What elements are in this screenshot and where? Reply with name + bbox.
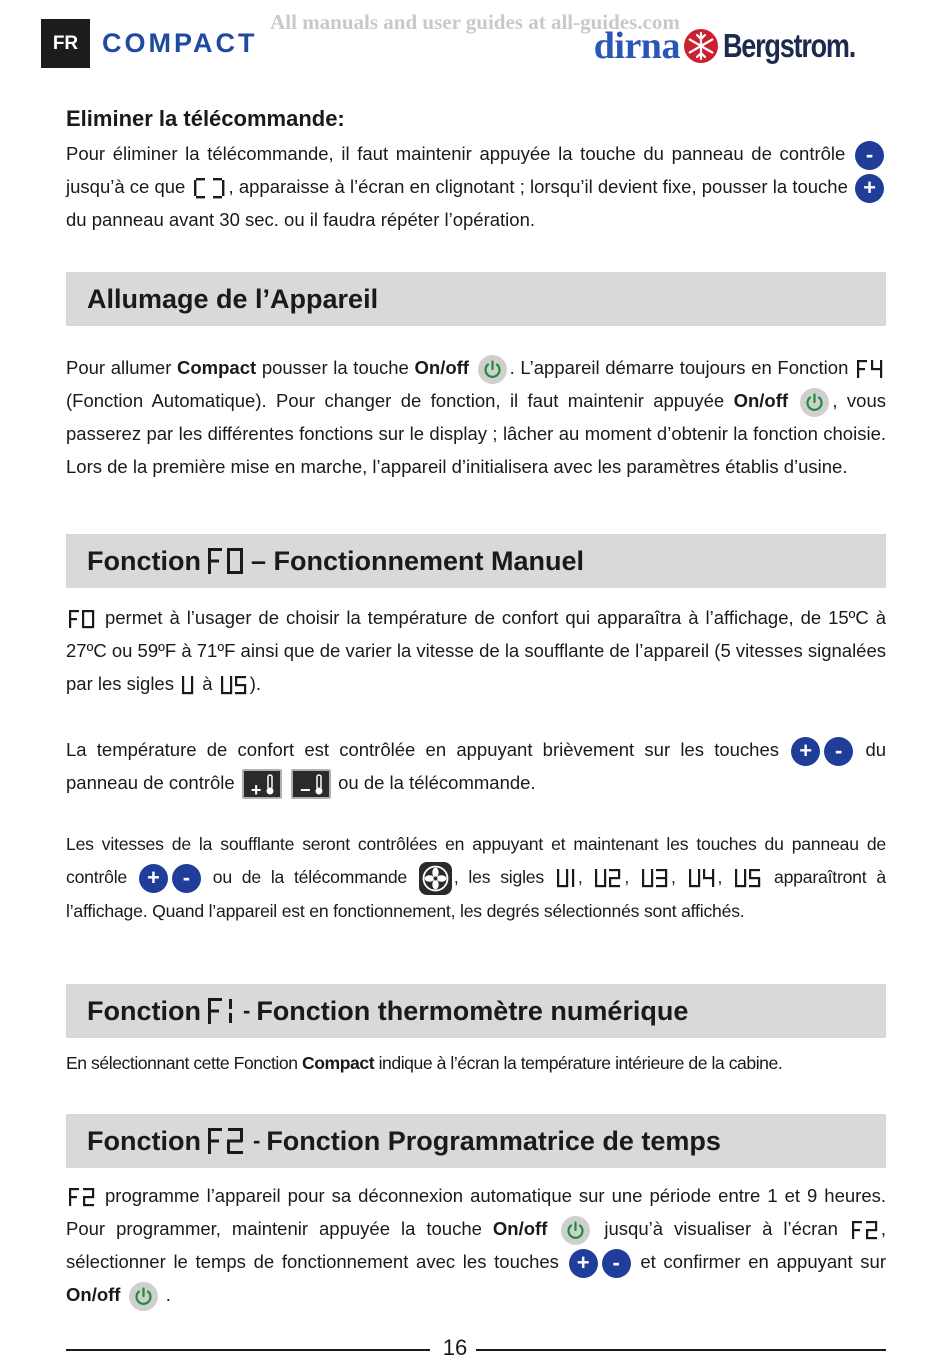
minus-button-icon: - bbox=[824, 737, 853, 766]
minus-button-icon: - bbox=[855, 141, 884, 170]
product-ref: Compact bbox=[302, 1053, 375, 1073]
plus-button-icon: + bbox=[139, 864, 168, 893]
text-run: touche bbox=[792, 176, 848, 197]
power-section-body bbox=[66, 351, 886, 483]
watermark: All manuals and user guides at all-guides.com bbox=[270, 10, 680, 34]
text-run: jusqu’à visualiser à l’écran bbox=[604, 1218, 838, 1239]
text-run: , vous passerez par les différentes fonctions sur le display ; lâcher au moment d’obtenir la fonction choisie. Lors de la première mise en marche, l’appareil d’initialisera avec les paramètres établis d’usine. bbox=[66, 390, 887, 477]
f1-paragraph bbox=[66, 1047, 886, 1080]
text-run: (Fonction Automatique). Pour changer de fonction, il faut maintenir appuyée bbox=[66, 390, 725, 411]
brand-dirna: dirna bbox=[593, 25, 680, 67]
onoff-ref: On/off bbox=[66, 1284, 121, 1305]
f1-section-body bbox=[66, 1047, 886, 1080]
segment-f2-icon bbox=[207, 1127, 245, 1155]
text-run: Pour allumer bbox=[66, 357, 172, 378]
segment-u3-icon bbox=[641, 868, 669, 888]
product-ref: Compact bbox=[177, 357, 257, 378]
heading-text: Allumage de l’Appareil bbox=[87, 283, 379, 314]
f0-paragraph-2 bbox=[66, 733, 886, 799]
heading-text: Fonction bbox=[87, 995, 201, 1026]
text-run: Pour éliminer la télécommande, il faut maintenir appuyée la touche du panneau de contrôle bbox=[66, 143, 846, 164]
f0-section-title bbox=[66, 534, 886, 588]
remote-section-title: Eliminer la télécommande: bbox=[66, 106, 345, 131]
segment-f0-icon bbox=[207, 547, 245, 575]
segment-f2-icon bbox=[68, 1187, 96, 1207]
remote-section-body bbox=[66, 137, 886, 236]
footer-rule-right bbox=[476, 1349, 886, 1351]
fan-icon bbox=[419, 862, 452, 895]
text-run: du panneau avant 30 sec. ou il faudra répéter l’opération. bbox=[66, 209, 535, 230]
text-run: ou de la télécommande. bbox=[338, 772, 536, 793]
text-run: Les vitesses de la soufflante seront contrôlées en appuyant et maintenant les touches du panneau de contrôle bbox=[66, 834, 886, 888]
product-name: COMPACT bbox=[102, 28, 258, 58]
text-run: programme l’appareil pour sa déconnexion automatique sur une période entre 1 et 9 heures. Pour programmer, maintenir appuyée la touche bbox=[66, 1185, 887, 1239]
page-number: 16 bbox=[442, 1335, 468, 1360]
text-run: ou de la télécommande bbox=[212, 867, 407, 888]
brand-logo bbox=[594, 24, 884, 68]
plus-button-icon: + bbox=[791, 737, 820, 766]
minus-button-icon: - bbox=[172, 864, 201, 893]
text-run: à bbox=[202, 673, 213, 694]
segment-u-icon bbox=[181, 675, 195, 695]
f0-paragraph-1 bbox=[66, 601, 886, 700]
power-icon bbox=[478, 355, 507, 384]
text-run: , sélectionner le temps de fonctionnement avec les touches bbox=[66, 1218, 887, 1272]
snowflake-icon bbox=[683, 28, 719, 64]
segment-u5-icon bbox=[220, 675, 248, 695]
minus-button-icon: - bbox=[602, 1249, 631, 1278]
f1-section-title bbox=[66, 984, 886, 1038]
panel-plus-key-icon: + bbox=[242, 769, 282, 799]
text-run: apparaîtront à l’affichage. Quand l’appareil est en fonctionnement, les degrés sélectionnés sont affichés. bbox=[66, 867, 886, 921]
text-run: La température de confort est contrôlée en appuyant brièvement sur les touches bbox=[66, 739, 779, 760]
footer-rule-left bbox=[66, 1349, 430, 1351]
segment-u5-icon bbox=[734, 868, 762, 888]
f0-section-body bbox=[66, 601, 886, 928]
plus-button-icon: + bbox=[569, 1249, 598, 1278]
heading-dash: - bbox=[252, 1128, 261, 1153]
segment-u4-icon bbox=[688, 868, 716, 888]
text-run: ). bbox=[249, 673, 261, 694]
power-icon bbox=[800, 388, 829, 417]
text-run: jusqu’à ce que bbox=[66, 176, 186, 197]
plus-button-icon: + bbox=[855, 174, 884, 203]
segment-f4-icon bbox=[856, 359, 884, 379]
text-run: . bbox=[165, 1284, 171, 1305]
text-run: , les sigles bbox=[453, 867, 544, 888]
power-icon bbox=[561, 1216, 590, 1245]
heading-text: Fonction Programmatrice de temps bbox=[266, 1125, 721, 1156]
segment-pairing-icon bbox=[193, 177, 227, 199]
heading-text: Fonction bbox=[87, 1125, 201, 1156]
text-run: . L’appareil démarre toujours en Fonction bbox=[509, 357, 849, 378]
text-run: , apparaisse à l’écran en clignotant ; lorsqu’il devient fixe, pousser la bbox=[228, 176, 788, 197]
text-run: permet à l’usager de choisir la température de confort qui apparaîtra à l’affichage, de 15ºC à 27ºC ou 59ºF à 71ºF ainsi que de varier la vitesse de la soufflante de l’appareil (5 vitesses signalées par les sigles bbox=[66, 607, 887, 694]
onoff-ref: On/off bbox=[414, 357, 469, 378]
segment-f2-icon bbox=[851, 1220, 879, 1240]
segment-f1-icon bbox=[207, 997, 235, 1025]
segment-f0-icon bbox=[68, 609, 96, 629]
power-section-title bbox=[66, 272, 886, 326]
text-run: En sélectionnant cette Fonction bbox=[66, 1053, 298, 1073]
text-run: indique à l’écran la température intérieure de la cabine. bbox=[378, 1053, 783, 1073]
power-icon bbox=[129, 1282, 158, 1311]
language-badge: FR bbox=[41, 19, 90, 68]
panel-minus-key-icon: − bbox=[291, 769, 331, 799]
f2-section-body bbox=[66, 1179, 886, 1311]
onoff-ref: On/off bbox=[492, 1218, 548, 1239]
brand-bergstrom: Bergstrom. bbox=[722, 27, 856, 64]
f2-section-title bbox=[66, 1114, 886, 1168]
heading-text: – Fonctionnement Manuel bbox=[250, 545, 585, 576]
f0-paragraph-3: Les vitesses de la soufflante seront contrôlées en appuyant et maintenant les touches du panneau de contrôle + - ou de la télécommande , les sigles , , , , apparaîtront à l’affichage. Quand l’appareil est en fonctionnement, les degrés sélectionnés sont affichés. bbox=[66, 834, 886, 921]
heading-dash: - bbox=[242, 998, 251, 1023]
f2-paragraph bbox=[66, 1179, 886, 1311]
heading-text: Fonction bbox=[87, 545, 201, 576]
text-run: pousser la touche bbox=[261, 357, 409, 378]
remote-paragraph bbox=[66, 137, 886, 236]
text-run: du panneau de contrôle bbox=[66, 739, 887, 793]
segment-u2-icon bbox=[594, 868, 622, 888]
onoff-ref: On/off bbox=[733, 390, 789, 411]
segment-u1-icon bbox=[556, 868, 576, 888]
text-run: et confirmer en appuyant sur bbox=[640, 1251, 886, 1272]
power-paragraph bbox=[66, 351, 886, 483]
heading-text: Fonction thermomètre numérique bbox=[256, 995, 689, 1026]
